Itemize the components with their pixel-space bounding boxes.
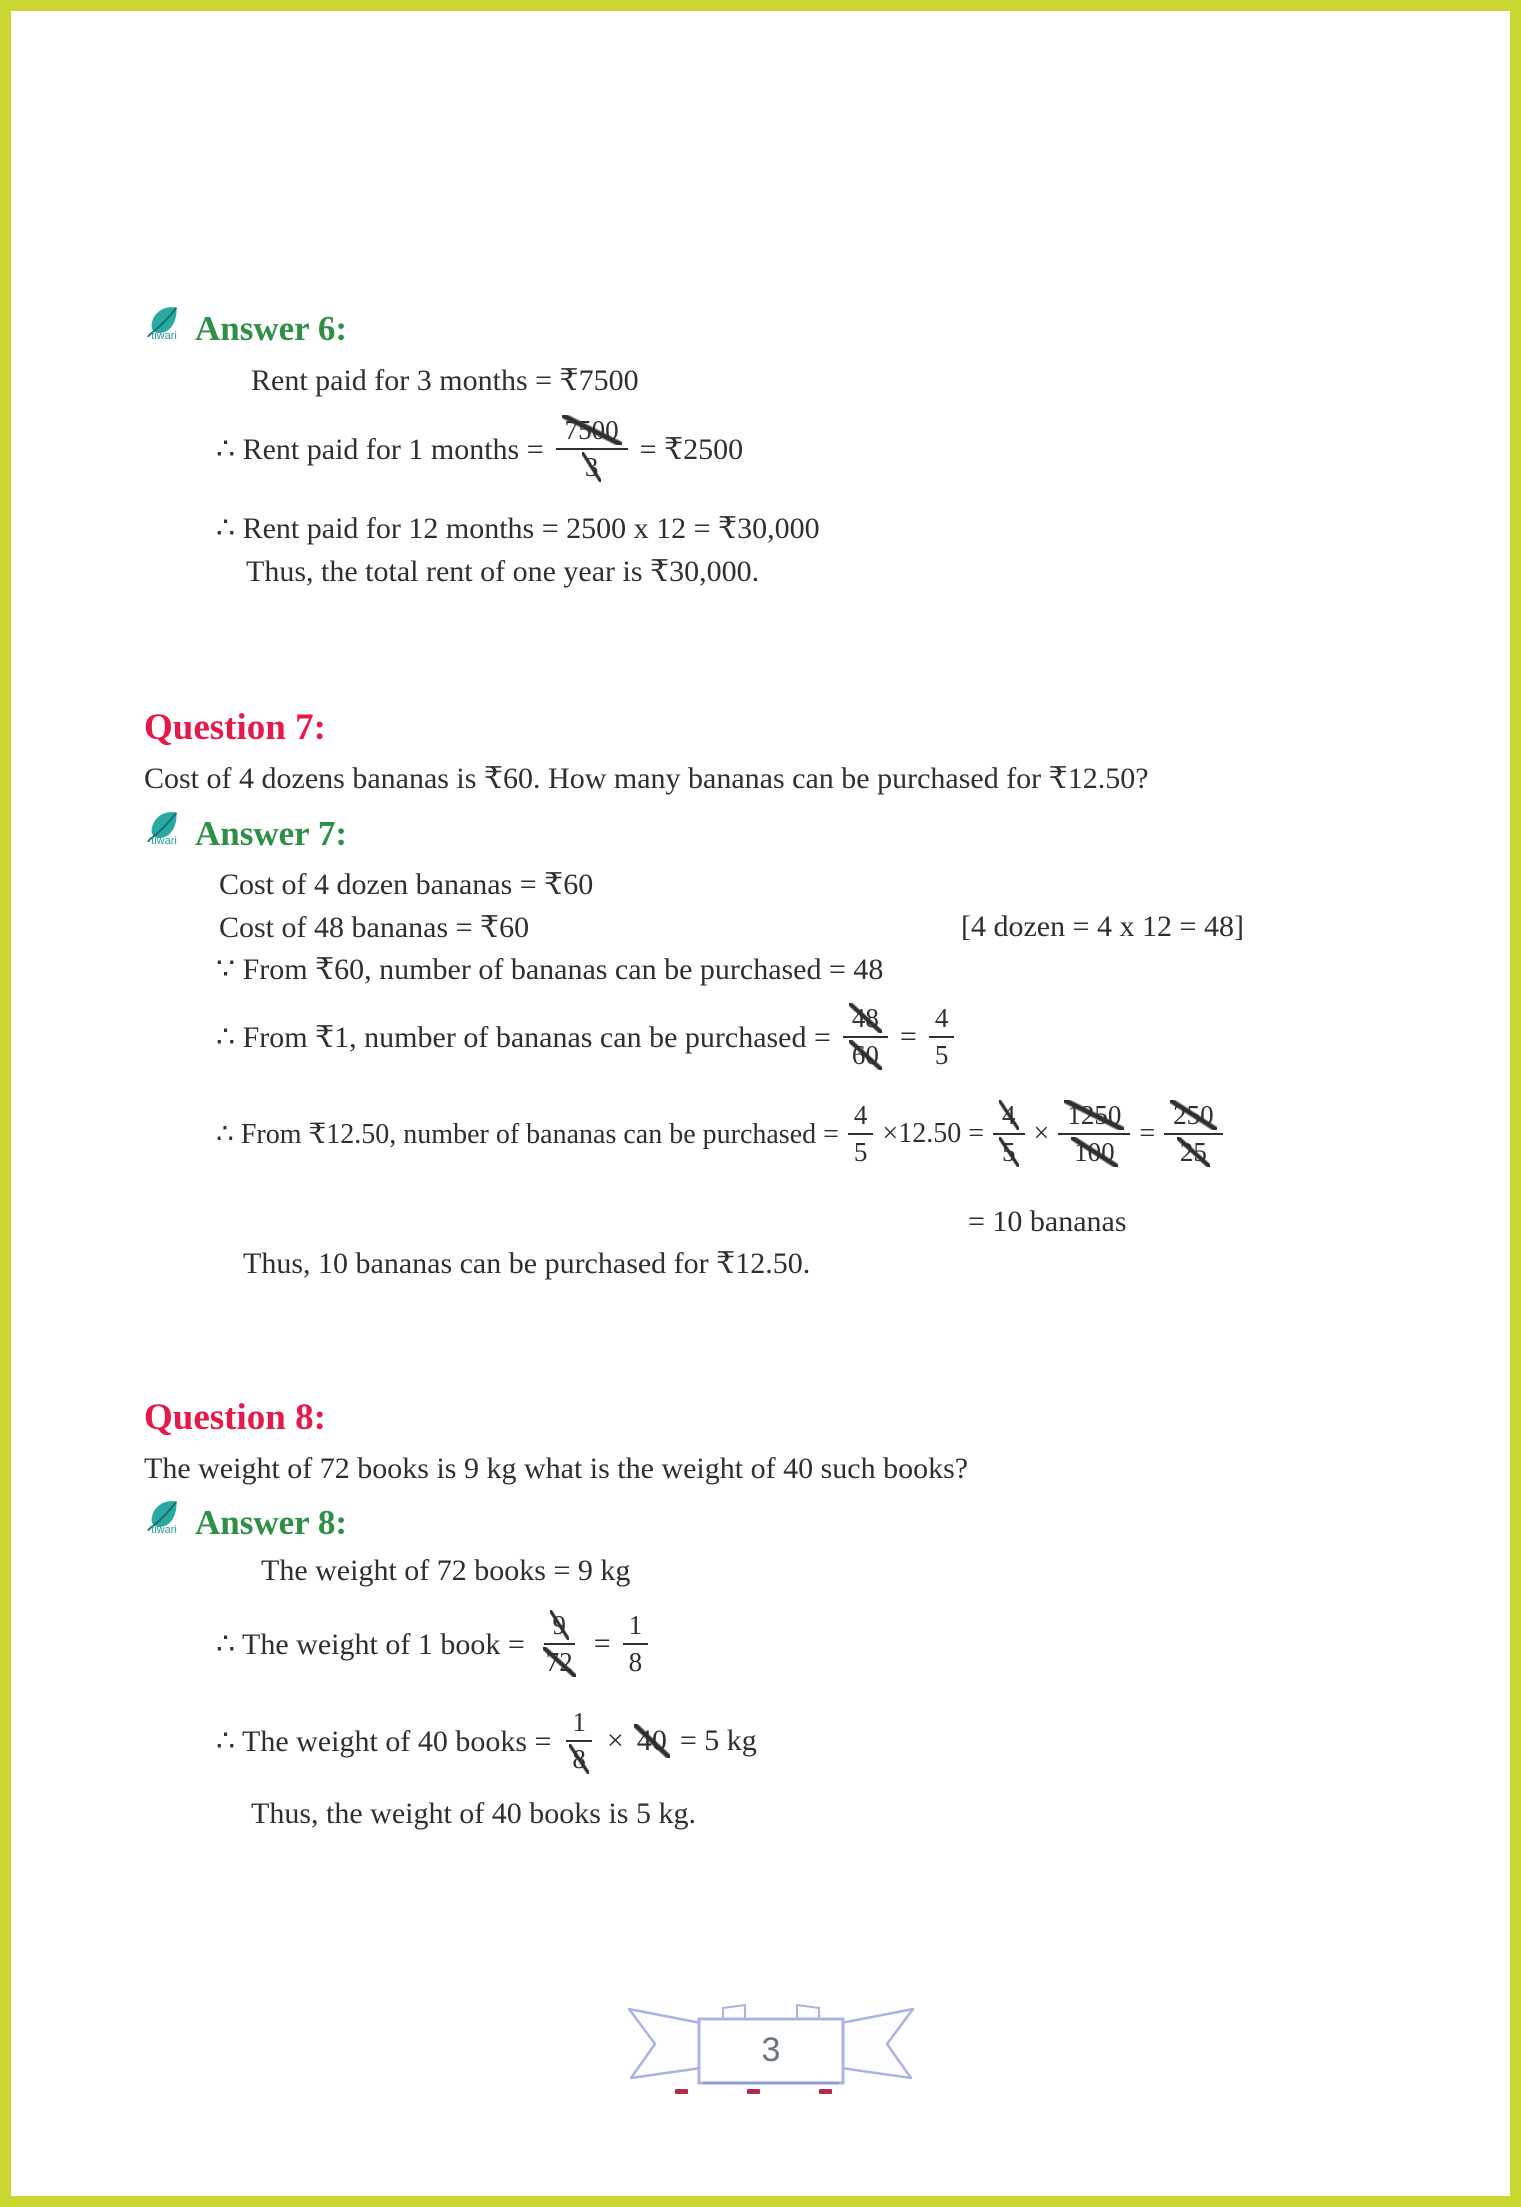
answer7-heading xyxy=(141,816,347,851)
operator: ×12.50 = xyxy=(882,1118,985,1150)
cancelled-numerator: 1250 xyxy=(1064,1100,1124,1130)
tiwari-leaf-icon xyxy=(141,1499,187,1536)
cancelled-denominator: 5 xyxy=(999,1137,1019,1167)
fraction-4-5 xyxy=(929,1001,955,1073)
answer6-line1: Rent paid for 3 months = ₹7500 xyxy=(251,364,639,397)
answer8-line3 xyxy=(216,1705,757,1777)
question7-text: Cost of 4 dozens bananas is ₹60. How many bananas can be purchased for ₹12.50? xyxy=(144,762,1149,795)
denominator: 8 xyxy=(628,1647,643,1678)
answer7-title: Answer 7: xyxy=(195,814,347,853)
math-text: ∴ From ₹1, number of bananas can be purchased = xyxy=(216,1020,831,1054)
fraction-4-5 xyxy=(848,1098,874,1170)
equals-sign: = xyxy=(593,1627,611,1661)
answer6-line2 xyxy=(216,413,743,485)
brand-label: tiwari xyxy=(151,1524,177,1536)
page-number: 3 xyxy=(761,2030,781,2069)
fraction-7500-3 xyxy=(556,413,628,485)
red-dash xyxy=(675,2089,688,2094)
math-text: ∴ The weight of 40 books = xyxy=(216,1724,552,1758)
numerator: 1 xyxy=(628,1610,643,1640)
cancelled-denominator: 3 xyxy=(582,452,602,482)
answer8-title: Answer 8: xyxy=(195,1503,347,1542)
cancelled-number-40: 40 xyxy=(634,1724,670,1758)
answer6-heading xyxy=(141,311,347,346)
cancelled-numerator: 48 xyxy=(849,1003,882,1033)
cancelled-numerator: 250 xyxy=(1170,1100,1217,1130)
cancelled-denominator: 60 xyxy=(849,1040,882,1070)
fraction-1-8-cancelled xyxy=(563,1705,595,1777)
numerator: 4 xyxy=(853,1100,868,1130)
brand-label: tiwari xyxy=(151,835,177,847)
equals-sign: = xyxy=(899,1020,917,1054)
math-text: = ₹2500 xyxy=(639,432,744,466)
math-text: = 5 kg xyxy=(679,1724,757,1758)
red-dash xyxy=(819,2089,832,2094)
math-text: ∴ The weight of 1 book = xyxy=(216,1627,525,1661)
cancelled-numerator: 7500 xyxy=(562,415,622,445)
denominator: 5 xyxy=(853,1137,868,1168)
cancelled-denominator: 8 xyxy=(569,1744,589,1774)
fraction-1-8 xyxy=(623,1608,649,1680)
math-text: ∴ Rent paid for 1 months = xyxy=(216,432,544,466)
fraction-4-5-cancelled xyxy=(993,1098,1025,1170)
answer7-line5 xyxy=(216,1098,1225,1170)
answer7-line7: Thus, 10 bananas can be purchased for ₹12.50. xyxy=(243,1247,811,1280)
multiply-sign: × xyxy=(1033,1118,1050,1150)
answer8-line1: The weight of 72 books = 9 kg xyxy=(261,1554,631,1587)
red-dash xyxy=(747,2089,760,2094)
cancelled-numerator: 9 xyxy=(550,1610,570,1640)
answer7-line2-note: [4 dozen = 4 x 12 = 48] xyxy=(961,910,1244,943)
brand-label: tiwari xyxy=(151,330,177,342)
question8-heading: Question 8: xyxy=(144,1397,326,1438)
tiwari-leaf-icon xyxy=(141,810,187,847)
answer7-line4 xyxy=(216,1001,956,1073)
cancelled-denominator: 100 xyxy=(1071,1137,1118,1167)
cancelled-numerator: 4 xyxy=(999,1100,1019,1130)
math-text: ∴ From ₹12.50, number of bananas can be purchased = xyxy=(216,1119,839,1151)
answer8-line4: Thus, the weight of 40 books is 5 kg. xyxy=(251,1797,696,1830)
multiply-sign: × xyxy=(606,1724,624,1758)
answer7-line1: Cost of 4 dozen bananas = ₹60 xyxy=(219,868,594,901)
answer8-heading xyxy=(141,1505,347,1540)
equals-sign: = xyxy=(1139,1118,1156,1150)
tiwari-leaf-icon xyxy=(141,305,187,342)
fraction-9-72-cancelled xyxy=(537,1608,582,1680)
answer6-line4: Thus, the total rent of one year is ₹30,000. xyxy=(246,555,760,588)
answer6-line3: ∴ Rent paid for 12 months = 2500 x 12 = ₹30,000 xyxy=(216,512,820,545)
cancelled-denominator: 72 xyxy=(543,1647,576,1677)
fraction-1250-100-cancelled xyxy=(1058,1098,1130,1170)
denominator: 5 xyxy=(934,1040,949,1071)
numerator: 1 xyxy=(572,1707,586,1737)
numerator: 4 xyxy=(934,1003,949,1033)
cancelled-denominator: 25 xyxy=(1177,1137,1210,1167)
question7-heading: Question 7: xyxy=(144,707,326,748)
fraction-250-25-cancelled xyxy=(1164,1098,1223,1170)
answer8-line2 xyxy=(216,1608,650,1680)
question8-text: The weight of 72 books is 9 kg what is the weight of 40 such books? xyxy=(144,1452,969,1485)
answer7-line2: Cost of 48 bananas = ₹60 xyxy=(219,911,530,944)
answer7-line3: ∵ From ₹60, number of bananas can be purchased = 48 xyxy=(216,953,884,986)
fraction-48-60 xyxy=(843,1001,888,1073)
answer7-line6: = 10 bananas xyxy=(968,1205,1127,1238)
answer6-title: Answer 6: xyxy=(195,309,347,348)
